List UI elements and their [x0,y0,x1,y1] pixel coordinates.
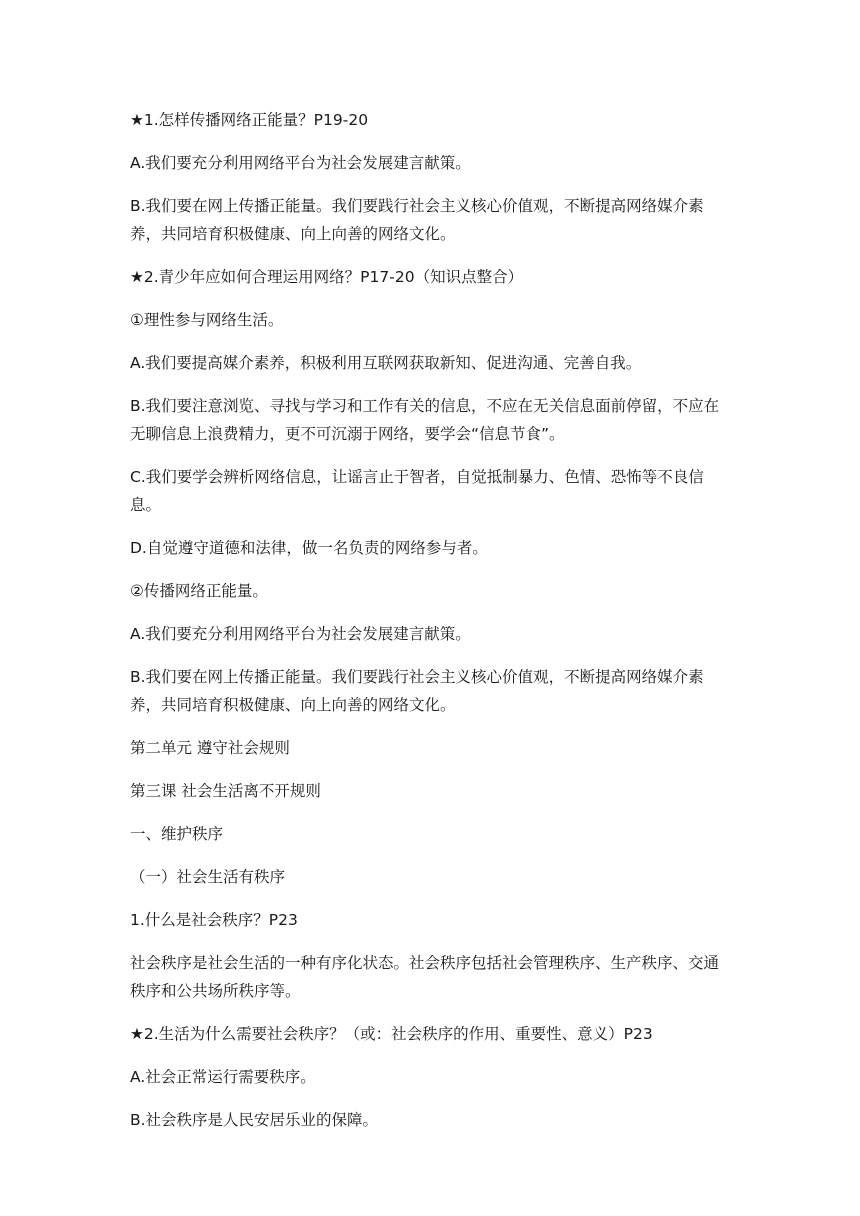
sub-heading: ②传播网络正能量。 [130,582,268,600]
lesson-heading: 第三课 社会生活离不开规则 [130,782,321,800]
document-page [130,106,720,1149]
sub-heading: ①理性参与网络生活。 [130,311,284,329]
answer-text: 社会秩序是社会生活的一种有序化状态。社会秩序包括社会管理秩序、生产秩序、交通秩序和公共场所秩序等。 [130,954,720,1000]
answer-point: A.我们要充分利用网络平台为社会发展建言献策。 [130,625,471,643]
answer-point: B.我们要在网上传播正能量。我们要践行社会主义核心价值观，不断提高网络媒介素养，共同培育积极健康、向上向善的网络文化。 [130,197,704,243]
question-heading: ★1.怎样传播网络正能量？P19-20 [130,111,369,129]
answer-point: B.我们要在网上传播正能量。我们要践行社会主义核心价值观，不断提高网络媒介素养，共同培育积极健康、向上向善的网络文化。 [130,668,704,714]
answer-point: A.我们要提高媒介素养，积极利用互联网获取新知、促进沟通、完善自我。 [130,354,642,372]
question-heading: 1.什么是社会秩序？P23 [130,911,298,929]
answer-point: A.我们要充分利用网络平台为社会发展建言献策。 [130,154,471,172]
answer-point: B.我们要注意浏览、寻找与学习和工作有关的信息，不应在无关信息面前停留，不应在无聊信息上浪费精力，更不可沉溺于网络，要学会“信息节食”。 [130,397,720,443]
question-heading: ★2.生活为什么需要社会秩序？（或：社会秩序的作用、重要性、意义）P23 [130,1025,653,1043]
unit-heading: 第二单元 遵守社会规则 [130,739,290,757]
answer-point: D.自觉遵守道德和法律，做一名负责的网络参与者。 [130,539,488,557]
question-heading: ★2.青少年应如何合理运用网络？P17-20（知识点整合） [130,268,524,286]
answer-point: A.社会正常运行需要秩序。 [130,1068,316,1086]
section-heading: 一、维护秩序 [130,825,224,843]
answer-point: C.我们要学会辨析网络信息，让谣言止于智者，自觉抵制暴力、色情、恐怖等不良信息。 [130,468,704,514]
subsection-heading: （一）社会生活有秩序 [130,868,286,886]
answer-point: B.社会秩序是人民安居乐业的保障。 [130,1111,379,1129]
